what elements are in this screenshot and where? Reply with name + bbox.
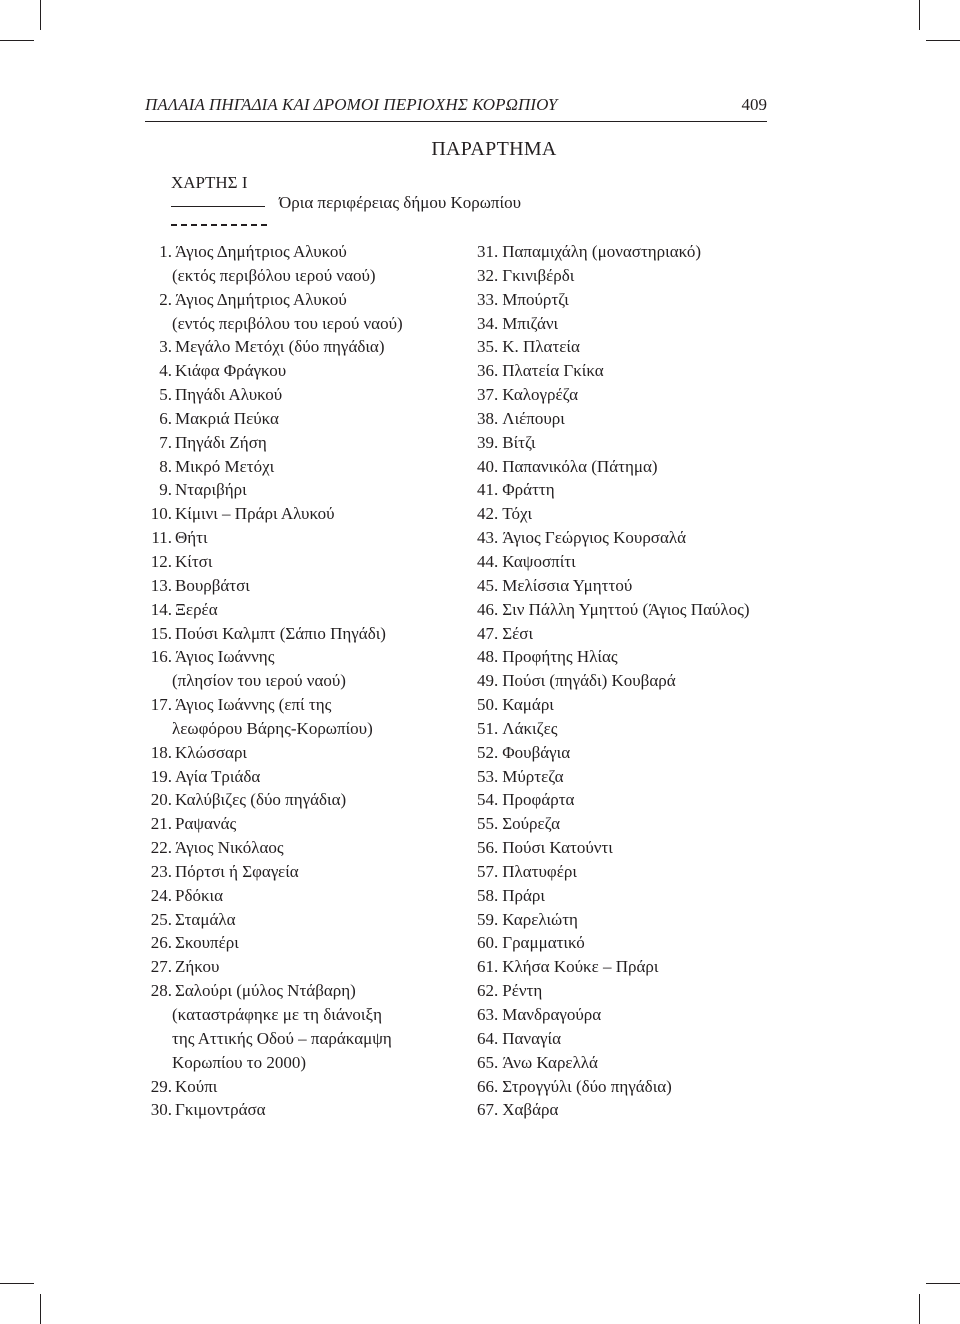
list-item [477, 669, 777, 693]
list-item-text: Μικρό Μετόχι [175, 456, 275, 476]
list-item [477, 526, 777, 550]
appendix-title: ΠΑΡΑΡΤΗΜΑ [431, 138, 557, 160]
list-item-continuation [145, 1003, 445, 1027]
list-item [477, 574, 777, 598]
list-item [477, 1027, 777, 1051]
list-item [477, 1003, 777, 1027]
list-item-text: Σέσι [502, 623, 534, 643]
list-item [145, 1075, 445, 1099]
list-item-text: Καμάρι [502, 695, 554, 715]
list-item-number: 1. [159, 242, 172, 261]
list-item [477, 979, 777, 1003]
list-item [477, 1075, 777, 1099]
list-item-number: 39. [477, 432, 499, 452]
list-item [145, 836, 445, 860]
crop-mark [919, 0, 920, 30]
list-item-number: 47. [477, 623, 499, 643]
list-item-text: Πηγάδι Ζήση [175, 432, 267, 452]
list-item-text: Κούπι [175, 1076, 218, 1096]
list-item [145, 884, 445, 908]
list-item-number: 23. [150, 861, 172, 881]
list-item-text: Κίμινι – Πράρι Αλυκού [175, 504, 335, 524]
list-item [477, 502, 777, 526]
list-item-text: Καψοσπίτι [502, 551, 576, 571]
list-item [145, 574, 445, 598]
list-item-continuation [145, 669, 445, 693]
list-item-text: Άγιος Δημήτριος Αλυκού [175, 242, 347, 261]
crop-mark [0, 40, 34, 41]
list-item-text: Πλατυφέρι [502, 861, 577, 881]
list-item-number: 45. [477, 575, 499, 595]
list-item [145, 860, 445, 884]
list-item-number: 41. [477, 480, 499, 500]
list-item [145, 550, 445, 574]
list-item [477, 741, 777, 765]
list-item [477, 383, 777, 407]
list-item-text: Καλογρέζα [502, 385, 579, 405]
legend-boundary [171, 193, 521, 213]
list-item-number: 57. [477, 861, 499, 881]
list-item-text: Αγία Τριάδα [175, 766, 261, 786]
list-item-number: 20. [150, 790, 172, 810]
list-item-number: 65. [477, 1052, 499, 1072]
list-item-number: 12. [150, 551, 172, 571]
list-item-number: 61. [477, 957, 499, 977]
list-item-text: Μανδραγούρα [502, 1005, 602, 1024]
list-item [477, 908, 777, 932]
list-item-continuation [145, 1051, 445, 1075]
list-item [477, 693, 777, 717]
crop-mark [926, 1283, 960, 1284]
list-item-number: 67. [477, 1100, 499, 1120]
list-item-number: 63. [477, 1005, 499, 1024]
list-item-number: 26. [150, 933, 172, 953]
list-item-text: Μακριά Πεύκα [175, 408, 279, 428]
list-item-number: 52. [477, 742, 499, 762]
list-item-text: Κίτσι [175, 551, 213, 571]
list-item [477, 1098, 777, 1122]
list-item-text: Σταμάλα [175, 909, 236, 929]
list-item-number: 16. [150, 647, 172, 667]
list-item [477, 550, 777, 574]
list-item-number: 21. [150, 814, 172, 834]
list-item [477, 836, 777, 860]
legend-solid-line [171, 206, 265, 207]
crop-mark [40, 1294, 41, 1324]
list-item-text: Ρέντη [502, 981, 543, 1001]
list-item-text: (πλησίον του ιερού ναού) [172, 671, 346, 691]
list-item-number: 53. [477, 766, 499, 786]
list-item-text: Βουρβάτσι [175, 575, 250, 595]
list-item [145, 359, 445, 383]
running-title: ΠΑΛΑΙΑ ΠΗΓΑΔΙΑ ΚΑΙ ΔΡΟΜΟΙ ΠΕΡΙΟΧΗΣ ΚΟΡΩΠΙΟΥ [145, 95, 558, 114]
list-item [477, 455, 777, 479]
list-item-number: 10. [150, 504, 172, 524]
list-item [477, 288, 777, 312]
list-item-number: 4. [159, 361, 172, 381]
list-item [145, 979, 445, 1003]
list-item-number: 60. [477, 933, 499, 953]
list-item-number: 55. [477, 814, 499, 834]
list-item [477, 407, 777, 431]
list-item [145, 240, 445, 264]
list-item-text: (εκτός περιβόλου ιερού ναού) [172, 265, 376, 285]
list-item-number: 50. [477, 695, 499, 715]
list-item-text: Σκουπέρι [175, 933, 239, 953]
list-item [477, 240, 777, 264]
list-item [477, 931, 777, 955]
list-item-text: Καλύβιζες (δύο πηγάδια) [175, 790, 347, 810]
list-item [145, 407, 445, 431]
list-item-continuation [145, 312, 445, 336]
list-item-text: Ζήκου [175, 957, 220, 977]
list-item-text: Στρογγύλι (δύο πηγάδια) [502, 1076, 672, 1096]
list-item-text: Πούσι Καλμπτ (Σάπιο Πηγάδι) [175, 623, 386, 643]
list-item [145, 908, 445, 932]
list-item-text: Γραμματικό [502, 933, 585, 953]
list-item-text: Άγιος Νικόλαος [175, 838, 284, 858]
list-item-number: 25. [150, 909, 172, 929]
list-item-text: Πούσι (πηγάδι) Κουβαρά [502, 671, 676, 691]
list-item-number: 32. [477, 265, 499, 285]
list-item [477, 955, 777, 979]
list-item [477, 884, 777, 908]
list-item-text: Ρδόκια [175, 885, 224, 905]
list-item-number: 35. [477, 337, 499, 357]
legend-dashed-line [171, 224, 267, 226]
list-item-number: 24. [150, 885, 172, 905]
list-item-text: Ξερέα [175, 599, 218, 619]
list-item-number: 48. [477, 647, 499, 667]
legend-boundary-label: Όρια περιφέρειας δήμου Κορωπίου [279, 193, 522, 212]
list-item-number: 14. [150, 599, 172, 619]
list-item [145, 622, 445, 646]
list-item [145, 478, 445, 502]
list-item-number: 31. [477, 242, 499, 261]
list-item-text: Βίτζι [502, 432, 536, 452]
list-item-number: 27. [150, 957, 172, 977]
list-item-text: Γκιμοντράσα [175, 1100, 266, 1120]
list-item-text: (καταστράφηκε με τη διάνοιξη [172, 1005, 382, 1024]
list-item-number: 43. [477, 528, 499, 548]
list-item-text: Κιάφα Φράγκου [175, 361, 287, 381]
list-item-text: Πλατεία Γκίκα [502, 361, 604, 381]
list-item-text: Προφήτης Ηλίας [502, 647, 618, 667]
list-item-number: 9. [159, 480, 172, 500]
list-item-number: 15. [150, 623, 172, 643]
list-item-text: Πόρτσι ή Σφαγεία [175, 861, 299, 881]
list-item [145, 455, 445, 479]
list-item-number: 7. [159, 432, 172, 452]
list-item-text: Κλώσσαρι [175, 742, 248, 762]
list-item-number: 34. [477, 313, 499, 333]
list-item-text: Μελίσσια Υμηττού [502, 575, 633, 595]
list-item-number: 2. [159, 289, 172, 309]
list-item-number: 28. [150, 981, 172, 1001]
list-item [145, 502, 445, 526]
list-item [477, 478, 777, 502]
list-item-number: 62. [477, 981, 499, 1001]
list-item-text: Άγιος Δημήτριος Αλυκού [175, 289, 347, 309]
list-item [145, 765, 445, 789]
list-item-number: 36. [477, 361, 499, 381]
crop-mark [919, 1294, 920, 1324]
list-item-number: 40. [477, 456, 499, 476]
list-item-number: 11. [151, 528, 172, 548]
list-item [477, 622, 777, 646]
list-item [145, 288, 445, 312]
list-item-continuation [145, 264, 445, 288]
list-item [477, 335, 777, 359]
list-item-text: Λάκιζες [502, 718, 558, 738]
list-item [145, 788, 445, 812]
list-item [145, 645, 445, 669]
list-item-number: 6. [159, 408, 172, 428]
list-item-text: Παπαμιχάλη (μοναστηριακό) [502, 242, 701, 261]
list-item [145, 598, 445, 622]
list-item-text: Κλήσα Κούκε – Πράρι [502, 957, 659, 977]
list-item [145, 335, 445, 359]
list-item-text: Φράττη [502, 480, 555, 500]
crop-mark [40, 0, 41, 30]
list-item [145, 931, 445, 955]
list-item-number: 37. [477, 385, 499, 405]
list-item [145, 1098, 445, 1122]
list-item-number: 66. [477, 1076, 499, 1096]
page-number: 409 [741, 95, 767, 114]
list-item-text: Μπιζάνι [502, 313, 559, 333]
list-item-text: Πηγάδι Αλυκού [175, 385, 283, 405]
list-item-text: Σαλούρι (μύλος Ντάβαρη) [175, 981, 356, 1001]
list-item-text: (εντός περιβόλου του ιερού ναού) [172, 313, 403, 333]
list-item-number: 59. [477, 909, 499, 929]
list-item-number: 30. [150, 1100, 172, 1120]
list-item-number: 22. [150, 838, 172, 858]
list-item-text: Λιέπουρι [502, 408, 565, 428]
list-item-text: Νταριβήρι [175, 480, 247, 500]
list-item-number: 5. [159, 385, 172, 405]
list-item-text: Θήτι [175, 528, 208, 548]
list-item [477, 1051, 777, 1075]
list-item [145, 431, 445, 455]
list-item [477, 645, 777, 669]
list-item-number: 29. [150, 1076, 172, 1096]
list-item-text: Παναγία [502, 1028, 562, 1048]
list-item [477, 765, 777, 789]
list-item-text: Φουβάγια [502, 742, 571, 762]
list-item [477, 431, 777, 455]
list-item-number: 18. [150, 742, 172, 762]
list-item-number: 44. [477, 551, 499, 571]
list-item [477, 598, 777, 622]
list-item-continuation [145, 717, 445, 741]
list-item-text: Χαβάρα [502, 1100, 559, 1120]
list-item-text: Άγιος Γεώργιος Κουρσαλά [502, 528, 687, 548]
list-item [477, 717, 777, 741]
list-item-number: 17. [150, 695, 172, 715]
list-item-number: 64. [477, 1028, 499, 1048]
list-item-number: 38. [477, 408, 499, 428]
list-item-continuation [145, 1027, 445, 1051]
list-item-number: 33. [477, 289, 499, 309]
list-item-text: Μεγάλο Μετόχι (δύο πηγάδια) [175, 337, 385, 357]
list-item [477, 359, 777, 383]
list-item-number: 3. [159, 337, 172, 357]
list-item [477, 812, 777, 836]
list-item [477, 264, 777, 288]
list-item-number: 49. [477, 671, 499, 691]
list-item-number: 19. [150, 766, 172, 786]
list-item-text: Μύρτεζα [502, 766, 564, 786]
list-item-text: Κορωπίου το 2000) [172, 1052, 307, 1072]
list-item-text: της Αττικής Οδού – παράκαμψη [172, 1028, 392, 1048]
list-item-number: 42. [477, 504, 499, 524]
list-item-text: Γκινιβέρδι [502, 265, 575, 285]
list-item [477, 860, 777, 884]
crop-mark [0, 1283, 34, 1284]
list-item-text: Άγιος Ιωάννης [175, 647, 275, 667]
list-item-text: Σούρεζα [502, 814, 561, 834]
list-item-text: Μπούρτζι [502, 289, 569, 309]
list-item-number: 56. [477, 838, 499, 858]
map-title: ΧΑΡΤΗΣ Ι [171, 173, 248, 192]
list-item [477, 312, 777, 336]
list-item-text: Παπανικόλα (Πάτημα) [502, 456, 658, 476]
list-item-text: Σιν Πάλλη Υμηττού (Άγιος Παύλος) [502, 599, 750, 619]
list-item-text: Καρελιώτη [502, 909, 578, 929]
list-item [145, 383, 445, 407]
list-item [145, 812, 445, 836]
list-item [477, 788, 777, 812]
list-item [145, 526, 445, 550]
list-item [145, 693, 445, 717]
list-item-number: 8. [159, 456, 172, 476]
list-item-number: 58. [477, 885, 499, 905]
list-item-text: Ραψανάς [175, 814, 237, 834]
list-item [145, 955, 445, 979]
list-item-number: 13. [150, 575, 172, 595]
list-item-text: λεωφόρου Βάρης-Κορωπίου) [172, 718, 373, 738]
list-item-text: Πούσι Κατούντι [502, 838, 613, 858]
list-item-text: Άνω Καρελλά [502, 1052, 598, 1072]
list-item-text: Προφάρτα [502, 790, 575, 810]
right-column-list [477, 240, 777, 1122]
page-header [145, 95, 767, 122]
list-item-text: Άγιος Ιωάννης (επί της [175, 695, 332, 715]
list-item-number: 51. [477, 718, 499, 738]
list-item [145, 741, 445, 765]
list-item-text: Κ. Πλατεία [502, 337, 580, 357]
crop-mark [926, 40, 960, 41]
left-column-list [145, 240, 445, 1122]
list-item-number: 46. [477, 599, 499, 619]
list-item-text: Πράρι [502, 885, 545, 905]
list-item-text: Τόχι [502, 504, 533, 524]
list-item-number: 54. [477, 790, 499, 810]
